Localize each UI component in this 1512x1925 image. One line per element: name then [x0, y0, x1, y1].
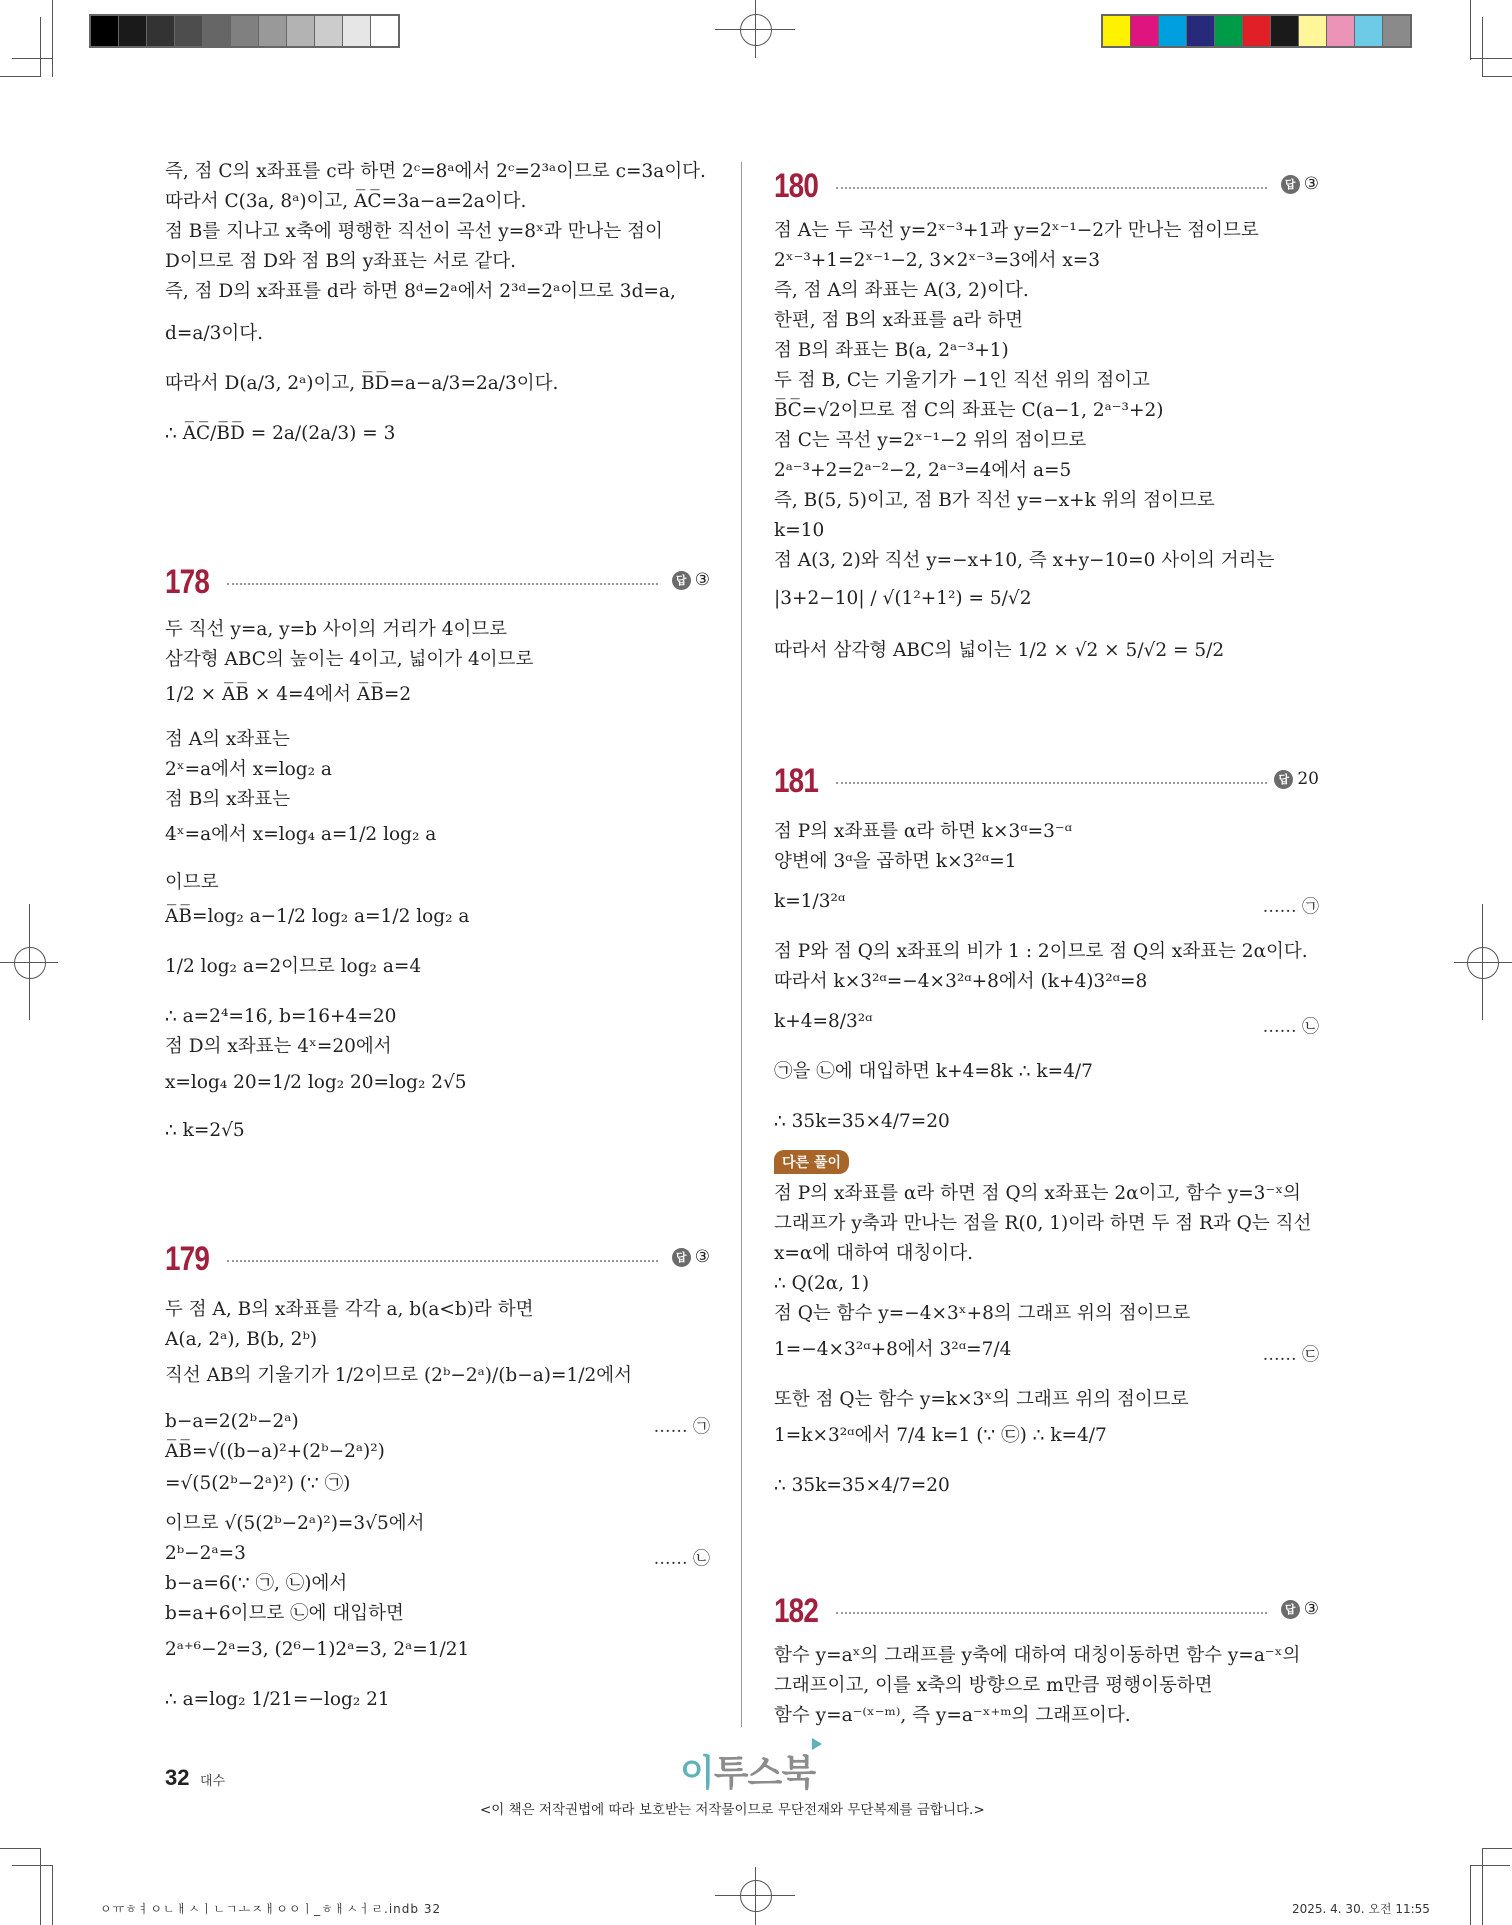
solution-line: 점 B를 지나고 x축에 평행한 직선이 곡선 y=8ˣ과 만나는 점이	[165, 221, 663, 242]
solution-line: A̅B̅=log₂ a−1/2 log₂ a=1/2 log₂ a	[165, 906, 470, 927]
leader-dots	[227, 583, 658, 585]
solution-line: 직선 AB의 기울기가 1/2이므로 (2ᵇ−2ᵃ)/(b−a)=1/2에서	[165, 1365, 633, 1386]
color-swatch	[1299, 16, 1326, 46]
solution-line: 2ᵃ⁻³+2=2ᵃ⁻²−2, 2ᵃ⁻³=4에서 a=5	[774, 460, 1072, 481]
answer-badge-icon: 답	[1281, 1600, 1300, 1619]
problem-header	[165, 563, 710, 603]
color-swatch	[91, 16, 118, 46]
equation-reference: …… ㉠	[1262, 897, 1319, 917]
solution-line: 한편, 점 B의 x좌표를 a라 하면	[774, 310, 1024, 331]
color-swatch	[259, 16, 286, 46]
answer-badge-icon: 답	[672, 1248, 691, 1267]
color-swatch	[1271, 16, 1298, 46]
solution-line: D이므로 점 D와 점 B의 y좌표는 서로 같다.	[165, 251, 516, 272]
solution-line: ∴ Q(2α, 1)	[774, 1273, 870, 1294]
alternative-solution-tag: 다른 풀이	[774, 1150, 849, 1174]
solution-line: 점 B의 좌표는 B(a, 2ᵃ⁻³+1)	[774, 340, 1009, 361]
leader-dots	[836, 782, 1267, 784]
solution-line: 즉, 점 D의 x좌표를 d라 하면 8ᵈ=2ᵃ에서 2³ᵈ=2ᵃ이므로 3d=a,	[165, 281, 676, 302]
solution-line: 두 점 A, B의 x좌표를 각각 a, b(a<b)라 하면	[165, 1299, 534, 1320]
column-divider	[741, 162, 742, 1727]
solution-line: k=1/3²ᵅ	[774, 891, 846, 912]
solution-line: ㉠을 ㉡에 대입하면 k+4=8k ∴ k=4/7	[774, 1061, 1093, 1082]
color-swatch	[1131, 16, 1158, 46]
solution-line: 점 P의 x좌표를 α라 하면 k×3ᵅ=3⁻ᵅ	[774, 821, 1073, 842]
answer-value: ③	[1303, 1599, 1319, 1619]
color-swatch	[287, 16, 314, 46]
solution-line: ∴ k=2√5	[165, 1120, 245, 1141]
solution-line: 즉, B(5, 5)이고, 점 B가 직선 y=−x+k 위의 점이므로	[774, 490, 1215, 511]
color-swatch	[1187, 16, 1214, 46]
solution-line: ∴ A̅C̅/B̅D̅ = 2a/(2a/3) = 3	[165, 423, 396, 444]
section-name: 대수	[199, 1773, 226, 1788]
problem-number: 178	[165, 563, 210, 601]
solution-line: =√(5(2ᵇ−2ᵃ)²) (∵ ㉠)	[165, 1473, 351, 1494]
color-swatch	[231, 16, 258, 46]
answer	[1281, 1599, 1319, 1619]
copyright-notice: <이 책은 저작권법에 따라 보호받는 저작물이므로 무단전재와 무단복제를 금합니다.>	[480, 1802, 985, 1818]
solution-line: 점 D의 x좌표는 4ˣ=20에서	[165, 1036, 392, 1057]
solution-line: 2ˣ=a에서 x=log₂ a	[165, 759, 332, 780]
answer-badge-icon: 답	[1281, 175, 1300, 194]
problem-180	[774, 167, 1319, 697]
solution-line: 즉, 점 C의 x좌표를 c라 하면 2ᶜ=8ᵃ에서 2ᶜ=2³ᵃ이므로 c=3a이다.	[165, 161, 706, 182]
solution-line: 점 C는 곡선 y=2ˣ⁻¹−2 위의 점이므로	[774, 430, 1087, 451]
publisher-logo: 이투스북	[680, 1753, 816, 1794]
equation-reference: …… ㉢	[1262, 1345, 1319, 1365]
problem-number: 181	[774, 762, 819, 800]
answer	[672, 570, 710, 590]
problem-number: 179	[165, 1240, 210, 1278]
solution-line: 이므로 √(5(2ᵇ−2ᵃ)²)=3√5에서	[165, 1513, 425, 1534]
equation-reference: …… ㉠	[653, 1417, 710, 1437]
solution-line: 따라서 삼각형 ABC의 넓이는 1/2 × √2 × 5/√2 = 5/2	[774, 640, 1225, 661]
answer-badge-icon: 답	[1274, 770, 1293, 789]
solution-line: 이므로	[165, 872, 219, 893]
solution-line: 2ᵃ⁺⁶−2ᵃ=3, (2⁶−1)2ᵃ=3, 2ᵃ=1/21	[165, 1639, 470, 1660]
solution-line: b−a=6(∵ ㉠, ㉡)에서	[165, 1573, 348, 1594]
color-swatch	[1383, 16, 1410, 46]
problem-header	[165, 1240, 710, 1280]
solution-line: k+4=8/3²ᵅ	[774, 1011, 873, 1032]
page-footer	[165, 1765, 225, 1791]
solution-line: 점 P와 점 Q의 x좌표의 비가 1 : 2이므로 점 Q의 x좌표는 2α이다.	[774, 941, 1308, 962]
grayscale-color-bar	[89, 14, 400, 48]
answer-value: ③	[1303, 174, 1319, 194]
color-swatch	[203, 16, 230, 46]
problem-header	[774, 762, 1319, 802]
solution-line: 1=−4×3²ᵅ+8에서 3²ᵅ=7/4	[774, 1339, 1012, 1360]
answer	[1274, 769, 1319, 789]
problem-number: 180	[774, 167, 819, 205]
solution-line: 2ᵇ−2ᵃ=3	[165, 1543, 246, 1564]
solution-line: 그래프이고, 이를 x축의 방향으로 m만큼 평행이동하면	[774, 1675, 1213, 1696]
solution-line: 점 B의 x좌표는	[165, 789, 291, 810]
solution-line: 그래프가 y축과 만나는 점을 R(0, 1)이라 하면 두 점 R과 Q는 직선	[774, 1213, 1312, 1234]
solution-line: 점 A의 x좌표는	[165, 729, 290, 750]
leader-dots	[836, 1612, 1267, 1614]
solution-line: 점 A(3, 2)와 직선 y=−x+10, 즉 x+y−10=0 사이의 거리는	[774, 550, 1275, 571]
color-swatch	[371, 16, 398, 46]
solution-line: 점 A는 두 곡선 y=2ˣ⁻³+1과 y=2ˣ⁻¹−2가 만나는 점이므로	[774, 220, 1259, 241]
leader-dots	[836, 187, 1267, 189]
page-number: 32	[165, 1765, 190, 1790]
solution-line: |3+2−10| / √(1²+1²) = 5/√2	[774, 588, 1032, 609]
solution-line: A̅B̅=√((b−a)²+(2ᵇ−2ᵃ)²)	[165, 1441, 385, 1462]
solution-line: 삼각형 ABC의 높이는 4이고, 넓이가 4이므로	[165, 649, 534, 670]
color-swatch	[315, 16, 342, 46]
color-swatch	[147, 16, 174, 46]
answer	[672, 1247, 710, 1267]
problem-number: 182	[774, 1592, 819, 1630]
solution-line: 1/2 log₂ a=2이므로 log₂ a=4	[165, 956, 422, 977]
color-swatch	[1327, 16, 1354, 46]
color-swatch	[175, 16, 202, 46]
problem-header	[774, 167, 1319, 207]
answer-badge-icon: 답	[672, 571, 691, 590]
color-swatch	[1159, 16, 1186, 46]
solution-line: b−a=2(2ᵇ−2ᵃ)	[165, 1411, 299, 1432]
solution-line: ∴ 35k=35×4/7=20	[774, 1111, 950, 1132]
equation-reference: …… ㉡	[1262, 1017, 1319, 1037]
continued-solution	[165, 160, 710, 490]
color-swatch	[343, 16, 370, 46]
answer-value: ③	[694, 570, 710, 590]
solution-line: B̅C̅=√2이므로 점 C의 좌표는 C(a−1, 2ᵃ⁻³+2)	[774, 400, 1164, 421]
solution-line: 함수 y=aˣ의 그래프를 y축에 대하여 대칭이동하면 함수 y=a⁻ˣ의	[774, 1645, 1301, 1666]
solution-line: x=log₄ 20=1/2 log₂ 20=log₂ 2√5	[165, 1072, 467, 1093]
problem-178	[165, 563, 710, 1153]
solution-line: 따라서 k×3²ᵅ=−4×3²ᵅ+8에서 (k+4)3²ᵅ=8	[774, 971, 1148, 992]
print-slug-timestamp: 2025. 4. 30. 오전 11:55	[1292, 1902, 1430, 1916]
solution-line: ∴ 35k=35×4/7=20	[774, 1475, 950, 1496]
solution-line: d=a/3이다.	[165, 323, 263, 344]
process-color-bar	[1101, 14, 1412, 48]
solution-line: 함수 y=a⁻⁽ˣ⁻ᵐ⁾, 즉 y=a⁻ˣ⁺ᵐ의 그래프이다.	[774, 1705, 1131, 1726]
solution-line: 즉, 점 A의 좌표는 A(3, 2)이다.	[774, 280, 1029, 301]
answer-value: ③	[694, 1247, 710, 1267]
solution-line: 1=k×3²ᵅ에서 7/4 k=1 (∵ ㉢) ∴ k=4/7	[774, 1425, 1107, 1446]
solution-line: x=α에 대하여 대칭이다.	[774, 1243, 974, 1264]
solution-line: 또한 점 Q는 함수 y=k×3ˣ의 그래프 위의 점이므로	[774, 1389, 1189, 1410]
solution-line: ∴ a=2⁴=16, b=16+4=20	[165, 1006, 397, 1027]
solution-line: 두 직선 y=a, y=b 사이의 거리가 4이므로	[165, 619, 508, 640]
problem-179	[165, 1240, 710, 1730]
solution-line: 점 Q는 함수 y=−4×3ˣ+8의 그래프 위의 점이므로	[774, 1303, 1191, 1324]
color-swatch	[1355, 16, 1382, 46]
color-swatch	[1103, 16, 1130, 46]
solution-line: 따라서 D(a/3, 2ᵃ)이고, B̅D̅=a−a/3=2a/3이다.	[165, 373, 559, 394]
print-slug-file: ㅇㅠㅎㅕㅇㄴㅐㅅㅣㄴㄱㅗㅈㅐㅇㅇㅣ_ㅎㅐㅅㅓㄹ.indb 32	[100, 1902, 442, 1916]
solution-line: 1/2 × A̅B̅ × 4=4에서 A̅B̅=2	[165, 684, 412, 705]
answer-value: 20	[1297, 769, 1319, 789]
color-swatch	[1215, 16, 1242, 46]
solution-line: 양변에 3ᵅ을 곱하면 k×3²ᵅ=1	[774, 851, 1017, 872]
solution-line: k=10	[774, 520, 825, 541]
solution-line: 따라서 C(3a, 8ᵃ)이고, A̅C̅=3a−a=2a이다.	[165, 191, 527, 212]
problem-182	[774, 1592, 1319, 1732]
solution-line: A(a, 2ᵃ), B(b, 2ᵇ)	[165, 1329, 318, 1350]
solution-line: b=a+6이므로 ㉡에 대입하면	[165, 1603, 404, 1624]
solution-line: 점 P의 x좌표를 α라 하면 점 Q의 x좌표는 2α이고, 함수 y=3⁻ˣ의	[774, 1183, 1301, 1204]
problem-181	[774, 762, 1319, 1522]
solution-line: ∴ a=log₂ 1/21=−log₂ 21	[165, 1689, 390, 1710]
leader-dots	[227, 1260, 658, 1262]
solution-line: 4ˣ=a에서 x=log₄ a=1/2 log₂ a	[165, 824, 437, 845]
color-swatch	[119, 16, 146, 46]
solution-line: 2ˣ⁻³+1=2ˣ⁻¹−2, 3×2ˣ⁻³=3에서 x=3	[774, 250, 1101, 271]
answer	[1281, 174, 1319, 194]
equation-reference: …… ㉡	[653, 1549, 710, 1569]
problem-header	[774, 1592, 1319, 1632]
color-swatch	[1243, 16, 1270, 46]
solution-line: 두 점 B, C는 기울기가 −1인 직선 위의 점이고	[774, 370, 1151, 391]
